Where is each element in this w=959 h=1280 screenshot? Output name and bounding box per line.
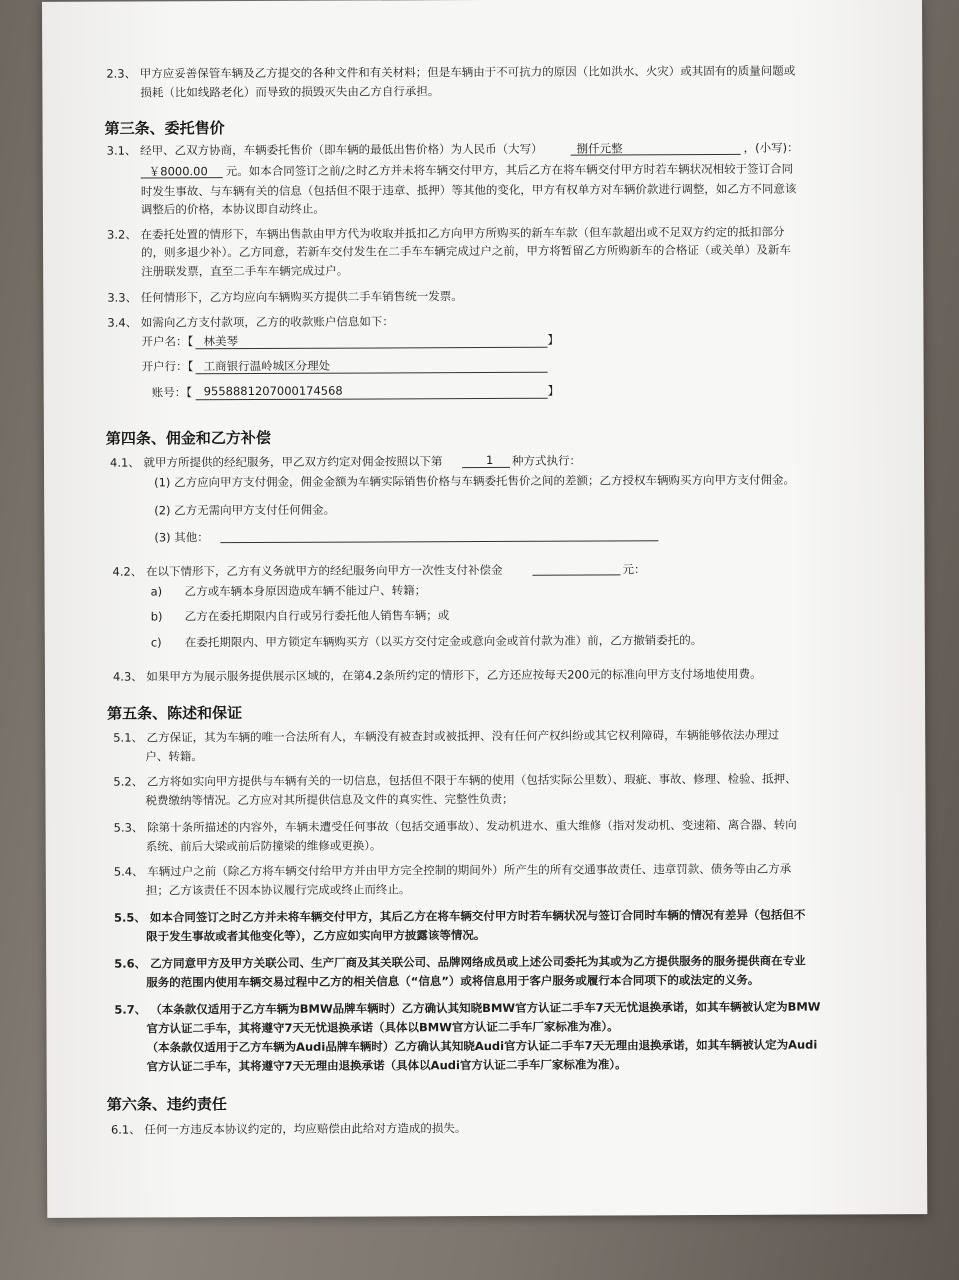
commission-option-value: 1 [485, 452, 494, 467]
account-bank-underline [196, 372, 548, 375]
clause-5-6-line-2: 服务的范围内使用车辆交易过程中乙方的相关信息（“信息”）或将信息用于客户服务或履行本合同项下的或法定的义务。 [146, 972, 760, 990]
clause-3-1-line-3: 时发生事故、与车辆有关的信息（包括但不限于违章、抵押）等其他的变化，甲方有权单方对车辆价款进行调整，如乙方不同意该 [140, 181, 797, 199]
clause-4-1-option-1: (1) 乙方应向甲方支付佣金，佣金金额为车辆实际销售价格与车辆委托售价之间的差额；乙方授权车辆购买方向甲方支付佣金。 [154, 472, 796, 490]
clause-4-1-option-2: (2) 乙方无需向甲方支付任何佣金。 [154, 502, 336, 518]
clause-5-6-line-1: 5.6、 乙方同意甲方及甲方关联公司、生产厂商及其关联公司、品牌网络成员或上述公司委托为其或为乙方提供服务的服务提供商在专业 [114, 953, 806, 971]
clause-5-4-line-1: 5.4、 车辆过户之前（除乙方将车辆交付给甲方并由甲方完全控制的期间外）所产生的所有交通事故责任、违章罚款、债务等由乙方承 [113, 861, 792, 879]
article-4-heading: 第四条、佣金和乙方补偿 [105, 428, 271, 448]
clause-4-2-item-b: 乙方在委托期限内自行或另行委托他人销售车辆；或 [184, 608, 450, 624]
clause-5-1-line-1: 5.1、 乙方保证，其为车辆的唯一合法所有人，车辆没有被查封或被抵押、没有任何产权纠纷或其它权利障碍，车辆能够依法办理过 [113, 727, 780, 745]
commission-option-underline [462, 467, 510, 468]
account-name-underline [196, 347, 548, 350]
clause-4-2-item-a: 乙方或车辆本身原因造成车辆不能过户、转籍； [184, 583, 427, 599]
article-6-heading: 第六条、违约责任 [106, 1095, 227, 1114]
article-5-heading: 第五条、陈述和保证 [107, 704, 243, 723]
account-number-label: 账号：【 [151, 385, 192, 400]
price-in-figures-underline [141, 177, 223, 178]
clause-5-7-line-4: 官方认证二手车，其将遵守7天无理由退换承诺（具体以Audi官方认证二手车厂家标准为准）。 [146, 1057, 627, 1074]
clause-4-2-item-b-marker: b) [150, 609, 163, 624]
other-option-underline [220, 540, 658, 543]
account-name-bracket: 】 [547, 332, 560, 347]
clause-2-3-line-2: 损耗（比如线路老化）而导致的损毁灭失由乙方自行承担。 [140, 84, 440, 100]
clause-5-3-line-1: 5.3、 除第十条所描述的内容外，车辆未遭受任何事故（包括交通事故）、发动机进水、重大维修（指对发动机、变速箱、离合器、转向 [113, 817, 797, 835]
clause-3-1-line-4: 调整后的价格，本协议即自动终止。 [140, 201, 325, 217]
clause-5-5-line-2: 限于发生事故或者其他变化等），乙方应如实向甲方披露该等情况。 [146, 927, 486, 944]
clause-4-2-part-b: 元： [622, 562, 646, 577]
account-number-underline [196, 398, 548, 401]
price-in-figures: ￥8000.00 [148, 164, 208, 179]
clause-5-4-line-2: 担；乙方该责任不因本协议履行完成或终止而终止。 [145, 882, 411, 898]
clause-5-7-line-1: 5.7、 （本条款仅适用于乙方车辆为BMW品牌车辆时）乙方确认其知晓BMW官方认证二手车7天无忧退换承诺，如其车辆被认定为BMW [114, 999, 821, 1017]
account-name-label: 开户名：【 [141, 334, 194, 349]
price-in-words: 捌仟元整 [576, 141, 623, 156]
clause-5-1-line-2: 户、转籍。 [145, 749, 203, 764]
clause-3-3: 3.3、 任何情形下，乙方均应向车辆购买方提供二手车销售统一发票。 [107, 289, 463, 305]
clause-5-2-line-2: 税费缴纳等情况。乙方应对其所提供信息及文件的真实性、完整性负责； [145, 791, 514, 808]
compensation-amount-underline [533, 574, 621, 575]
clause-4-2-item-c-marker: c) [150, 635, 162, 650]
clause-3-4: 3.4、 如需向乙方支付款项，乙方的收款账户信息如下： [107, 314, 394, 330]
account-name-value: 林美琴 [203, 334, 239, 349]
price-in-words-underline [571, 154, 741, 156]
clause-4-2-part-a: 4.2、 在以下情形下，乙方有义务就甲方的经纪服务向甲方一次性支付补偿金 [112, 562, 503, 579]
clause-4-2-item-a-marker: a) [150, 584, 163, 599]
clause-5-5-line-1: 5.5、 如本合同签订之时乙方并未将车辆交付甲方，其后乙方在将车辆交付甲方时若车辆状况与签订合同时车辆的情况有差异（包括但不 [113, 907, 806, 925]
paper-sheet [42, 0, 927, 1218]
clause-6-1: 6.1、 任何一方违反本协议约定的，均应赔偿由此给对方造成的损失。 [110, 1121, 467, 1137]
clause-3-2-line-3: 注册联发票，直至二手车车辆完成过户。 [141, 263, 349, 279]
clause-2-3-line-1: 2.3、 甲方应妥善保管车辆及乙方提交的各种文件和有关材料；但是车辆由于不可抗力的原因（比如洪水、火灾）或其固有的质量问题或 [106, 63, 796, 81]
clause-5-7-line-3: （本条款仅适用于乙方车辆为Audi品牌车辆时）乙方确认其知晓Audi官方认证二手车7天无理由退换承诺，如其车辆被认定为Audi [146, 1037, 818, 1055]
account-bank-value: 工商银行温岭城区分理处 [203, 358, 331, 374]
clause-3-1-lower-label: ，(小写)： [743, 140, 799, 155]
clause-4-1-option-3: (3) 其他： [154, 530, 209, 545]
clause-5-2-line-1: 5.2、 乙方将如实向甲方提供与车辆有关的一切信息，包括但不限于车辆的使用（包括实际公里数）、瑕疵、事故、修理、检验、抵押、 [113, 771, 797, 789]
clause-4-1-part-b: 种方式执行： [511, 453, 582, 468]
clause-4-3: 4.3、 如果甲方为展示服务提供展示区域的，在第4.2条所约定的情形下，乙方还应按每天200元的标准向甲方支付场地使用费。 [112, 666, 762, 684]
clause-4-1-part-a: 4.1、 就甲方所提供的经纪服务，甲乙双方约定对佣金按照以下第 [109, 454, 443, 470]
clause-3-2-line-1: 3.2、 在委托处置的情形下，车辆出售款由甲方代为收取并抵扣乙方向甲方所购买的新车车款（但车款超出或不足双方约定的抵扣部分 [106, 224, 785, 242]
account-number-value: 9558881207000174568 [203, 383, 343, 399]
clause-5-7-line-2: 官方认证二手车，其将遵守7天无忧退换承诺（具体以BMW官方认证二手车厂家标准为准）。 [146, 1019, 619, 1036]
clause-3-1-line-2: 元。如本合同签订之前/之时乙方并未将车辆交付甲方，其后乙方在将车辆交付甲方时若车辆状况相较于签订合同 [225, 161, 794, 179]
clause-3-2-line-2: 的，则多退少补）。乙方同意，若新车交付发生在二手车车辆完成过户之前，甲方将暂留乙方所购新车的合格证（或关单）及新车 [141, 242, 791, 260]
account-bank-label: 开户行：【 [141, 359, 194, 374]
account-number-bracket: 】 [547, 383, 560, 398]
contract-page [42, 0, 927, 1218]
clause-4-2-item-c: 在委托期限内、甲方锁定车辆购买方（以买方交付定金或意向金或首付款为准）前，乙方撤销委托的。 [184, 633, 703, 650]
clause-5-3-line-2: 系统、前后大梁或前后防撞梁的维修或更换）。 [145, 838, 382, 854]
clause-3-1-line-1: 3.1、 经甲、乙双方协商，车辆委托售价（即车辆的最低出售价格）为人民币（大写） [106, 141, 543, 158]
article-3-heading: 第三条、委托售价 [104, 119, 225, 138]
